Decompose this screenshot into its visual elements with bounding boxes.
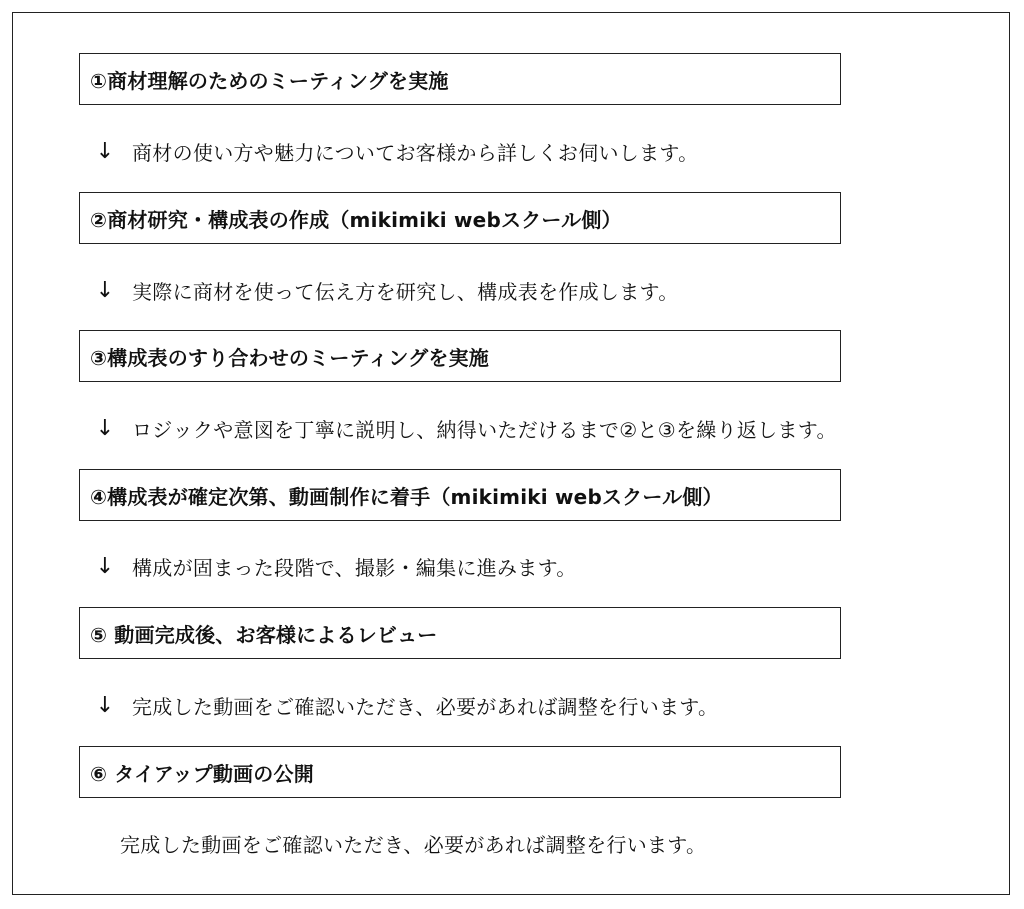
step-4-box [79,469,841,521]
step-2-description: 実際に商材を使って伝え方を研究し、構成表を作成します。 [132,279,679,304]
step-2-title: ②商材研究・構成表の作成（mikimiki webスクール側） [90,207,622,232]
step-2-box [79,192,841,244]
step-1-box [79,53,841,105]
down-arrow-icon: ↓ [95,553,115,579]
step-1-description-row [92,134,698,168]
step-5-title: ⑤ 動画完成後、お客様によるレビュー [90,622,438,647]
step-3-title: ③構成表のすり合わせのミーティングを実施 [90,345,489,370]
step-4-description-row [92,549,577,583]
step-6-description: 完成した動画をご確認いただき、必要があれば調整を行います。 [120,832,707,857]
step-5-box [79,607,841,659]
step-3-description-row [92,411,837,445]
step-2-description-row [92,273,679,307]
step-4-description: 構成が固まった段階で、撮影・編集に進みます。 [132,555,577,580]
step-5-description-row [92,688,718,722]
step-5-description: 完成した動画をご確認いただき、必要があれば調整を行います。 [132,694,719,719]
step-4-title: ④構成表が確定次第、動画制作に着手（mikimiki webスクール側） [90,484,723,509]
step-3-description: ロジックや意図を丁寧に説明し、納得いただけるまで②と③を繰り返します。 [132,417,837,442]
step-1-title: ①商材理解のためのミーティングを実施 [90,68,449,93]
down-arrow-icon: ↓ [95,138,115,164]
down-arrow-icon: ↓ [95,277,115,303]
down-arrow-icon: ↓ [95,415,115,441]
step-3-box [79,330,841,382]
step-6-box [79,746,841,798]
step-1-description: 商材の使い方や魅力についてお客様から詳しくお伺いします。 [132,140,699,165]
down-arrow-icon: ↓ [95,692,115,718]
step-6-title: ⑥ タイアップ動画の公開 [90,761,314,786]
